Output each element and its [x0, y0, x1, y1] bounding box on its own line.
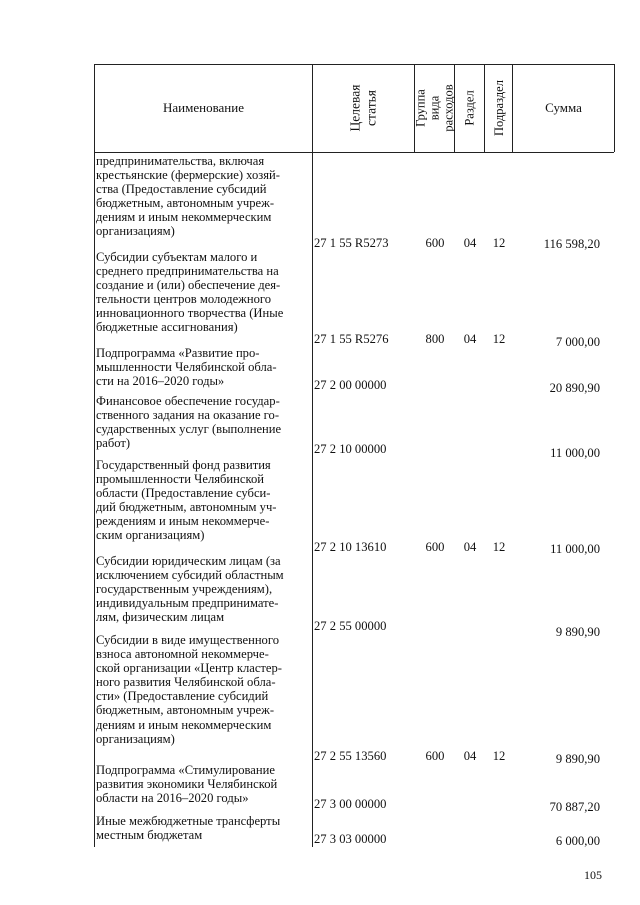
row-section-0: 04: [463, 236, 477, 250]
row-5-line-3: индивидуальным предпринимате-: [96, 596, 279, 611]
row-code-0: 27 1 55 R5273: [314, 236, 389, 250]
row-sum-3: 11 000,00: [550, 446, 600, 460]
row-6-line-5: бюджетным, автономным учреж-: [96, 703, 275, 718]
row-name-5: [96, 554, 308, 624]
row-7-line-0: Подпрограмма «Стимулирование: [96, 763, 275, 777]
row-0-line-0: предпринимательства, включая: [96, 154, 265, 168]
row-8-line-1: местным бюджетам: [96, 828, 203, 843]
row-sum-4: 11 000,00: [550, 542, 600, 556]
row-2-line-0: Подпрограмма «Развитие про-: [96, 346, 260, 360]
row-sum-1: 7 000,00: [555, 335, 600, 349]
row-6-line-4: сти» (Предоставление субсидий: [96, 689, 269, 704]
row-name-8: [96, 814, 308, 842]
header-name-label: Наименование: [163, 100, 244, 115]
row-4-line-5: ским организациям): [96, 528, 205, 543]
row-section-1: 04: [463, 332, 477, 346]
row-sum-7: 70 887,20: [549, 800, 600, 814]
row-code-6: 27 2 55 13560: [314, 749, 387, 763]
row-4-line-2: области (Предоставление субси-: [96, 486, 271, 501]
row-0-line-1: крестьянские (фермерские) хозяй-: [96, 168, 280, 183]
table-right-border: [614, 64, 615, 152]
row-name-7: [96, 763, 308, 805]
row-1-line-5: бюджетные ассигнования): [96, 320, 238, 335]
row-5-line-4: лям, физическим лицам: [96, 610, 225, 625]
row-name-4: [96, 458, 308, 543]
row-8-line-0: Иные межбюджетные трансферты: [96, 814, 281, 828]
row-3-line-1: ственного задания на оказание го-: [96, 408, 280, 423]
row-subsection-1: 12: [492, 332, 506, 346]
header-name-cell: [95, 64, 312, 152]
table-left-border: [94, 64, 95, 847]
row-code-7: 27 3 00 00000: [314, 797, 387, 811]
row-7-line-2: области на 2016–2020 годы»: [96, 791, 249, 806]
row-code-4: 27 2 10 13610: [314, 540, 387, 554]
row-3-line-0: Финансовое обеспечение государ-: [96, 394, 280, 408]
header-section-cell: [455, 64, 484, 152]
header-sum-cell: [513, 64, 614, 152]
row-1-line-0: Субсидии субъектам малого и: [96, 250, 258, 264]
header-group-label: Группа вида расходов: [413, 84, 456, 132]
row-code-5: 27 2 55 00000: [314, 619, 387, 633]
row-group-1: 800: [425, 332, 445, 346]
row-code-8: 27 3 03 00000: [314, 832, 387, 846]
row-6-line-2: ской организации «Центр кластер-: [96, 661, 283, 676]
header-section-label: Раздел: [462, 90, 477, 126]
row-5-line-1: исключением субсидий областным: [96, 568, 284, 583]
row-code-1: 27 1 55 R5276: [314, 332, 389, 346]
row-name-2: [96, 346, 308, 388]
page-number: 105: [584, 868, 602, 882]
row-2-line-2: сти на 2016–2020 годы»: [96, 374, 225, 389]
row-sum-0: 116 598,20: [543, 237, 600, 251]
row-0-line-2: ства (Предоставление субсидий: [96, 182, 267, 197]
row-6-line-3: ного развития Челябинской обла-: [96, 675, 276, 690]
row-4-line-3: дий бюджетным, автономным уч-: [96, 500, 277, 515]
row-subsection-6: 12: [492, 749, 506, 763]
header-code-cell: [313, 64, 414, 152]
row-section-4: 04: [463, 540, 477, 554]
row-code-2: 27 2 00 00000: [314, 378, 387, 392]
row-4-line-0: Государственный фонд развития: [96, 458, 271, 472]
row-6-line-1: взноса автономной некоммерче-: [96, 647, 269, 662]
row-subsection-0: 12: [492, 236, 506, 250]
column-divider-1: [312, 64, 313, 847]
row-name-3: [96, 394, 308, 450]
row-6-line-0: Субсидии в виде имущественного: [96, 633, 280, 647]
row-5-line-2: государственным учреждениям),: [96, 582, 273, 597]
row-4-line-1: промышленности Челябинской: [96, 472, 265, 487]
row-5-line-0: Субсидии юридическим лицам (за: [96, 554, 281, 568]
header-subsection-label: Подраздел: [491, 80, 506, 136]
row-0-line-3: бюджетным, автономным учреж-: [96, 196, 275, 211]
header-code-label: Целевая статья: [347, 84, 379, 132]
row-7-line-1: развития экономики Челябинской: [96, 777, 278, 792]
row-3-line-2: сударственных услуг (выполнение: [96, 422, 282, 437]
header-group-cell: [415, 64, 454, 152]
row-0-line-5: организациям): [96, 224, 175, 239]
row-subsection-4: 12: [492, 540, 506, 554]
row-1-line-4: инновационного творчества (Иные: [96, 306, 284, 321]
row-code-3: 27 2 10 00000: [314, 442, 387, 456]
row-name-0: [96, 154, 308, 239]
row-4-line-4: реждениям и иным некоммерче-: [96, 514, 270, 529]
row-sum-6: 9 890,90: [555, 752, 600, 766]
row-6-line-6: дениям и иным некоммерческим: [96, 717, 272, 732]
row-sum-2: 20 890,90: [549, 381, 600, 395]
row-0-line-4: дениям и иным некоммерческим: [96, 210, 272, 225]
row-1-line-3: тельности центров молодежного: [96, 292, 272, 307]
row-group-0: 600: [425, 236, 445, 250]
row-3-line-3: работ): [96, 436, 131, 451]
header-bottom-border: [94, 152, 614, 153]
row-name-6: [96, 633, 308, 746]
row-2-line-1: мышленности Челябинской обла-: [96, 360, 277, 375]
row-6-line-7: организациям): [96, 731, 175, 746]
row-section-6: 04: [463, 749, 477, 763]
row-1-line-1: среднего предпринимательства на: [96, 264, 279, 279]
row-1-line-2: создание и (или) обеспечение дея-: [96, 278, 281, 293]
row-sum-5: 9 890,90: [555, 625, 600, 639]
row-sum-8: 6 000,00: [555, 834, 600, 848]
header-subsection-cell: [485, 64, 512, 152]
row-name-1: [96, 250, 308, 335]
header-sum-label: Сумма: [545, 100, 582, 115]
row-group-4: 600: [425, 540, 445, 554]
row-group-6: 600: [425, 749, 445, 763]
